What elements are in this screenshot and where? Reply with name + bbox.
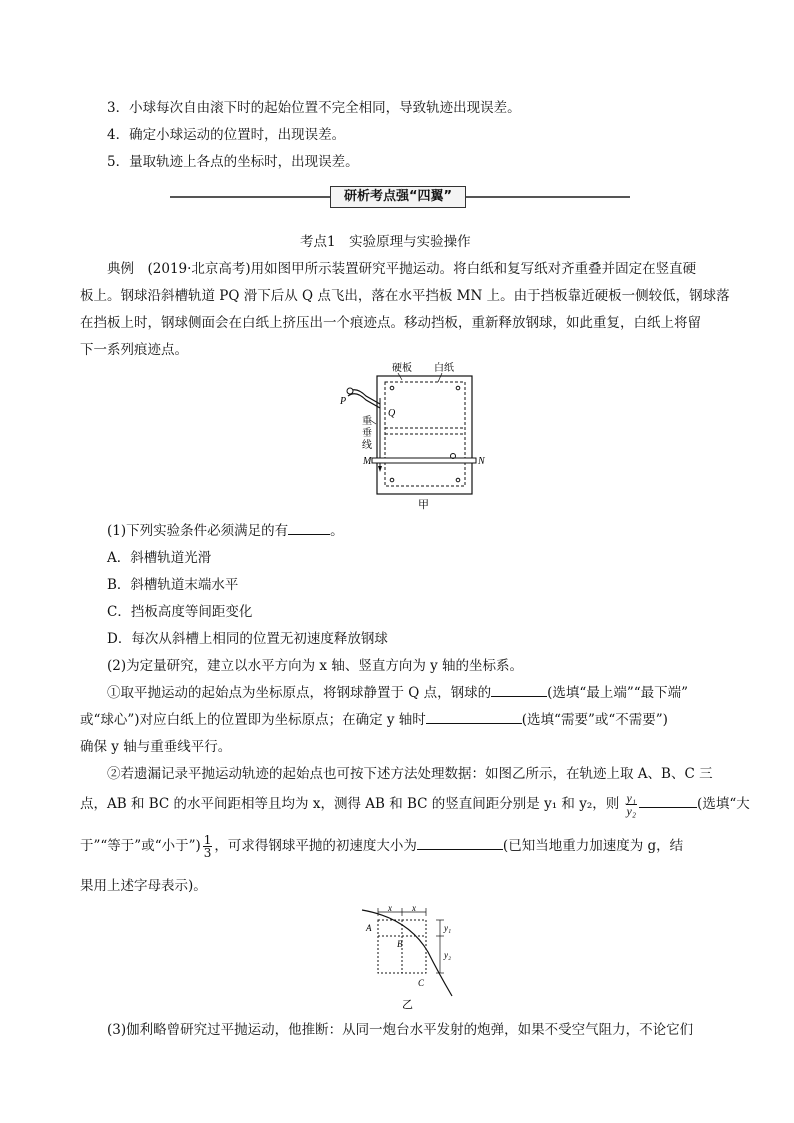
label-n: N bbox=[478, 456, 485, 467]
q1-stem-end: 。 bbox=[330, 523, 344, 539]
q2-p1-line1 bbox=[107, 681, 688, 701]
hardboard-rect bbox=[377, 376, 472, 494]
q2-p2-line2 bbox=[80, 792, 750, 817]
q2-p2-text-a: 点，AB 和 BC 的水平间距相等且均为 x，测得 AB 和 BC 的竖直间距分别是 y₁ 和 y₂，则 bbox=[80, 796, 620, 812]
label-p: P bbox=[340, 396, 347, 407]
q2-p2-line3 bbox=[80, 834, 683, 859]
intro-line-2: 板上。钢球沿斜槽轨道 PQ 滑下后从 Q 点飞出，落在水平挡板 MN 上。由于挡板靠近硬板一侧较低，钢球落 bbox=[80, 288, 730, 304]
q2-blank-3[interactable] bbox=[639, 795, 697, 808]
q1-option-b: B．斜槽轨道末端水平 bbox=[107, 577, 239, 593]
error-item-5: 5．量取轨迹上各点的坐标时，出现误差。 bbox=[107, 154, 359, 170]
section-banner bbox=[170, 186, 630, 208]
label-paper: 白纸 bbox=[434, 363, 454, 374]
q1-stem-text: (1)下列实验条件必须满足的有 bbox=[107, 523, 289, 539]
q2-p2-text-b: (选填“大 bbox=[697, 796, 750, 812]
fraction-y1-y2: $\frac{\text{y₁}}{\text{y₂}}$ bbox=[626, 791, 637, 818]
error-item-3: 3．小球每次自由滚下时的起始位置不完全相同，导致轨迹出现误差。 bbox=[107, 100, 521, 116]
q2-p2-text-e: (已知当地重力加速度为 g，结 bbox=[502, 838, 684, 854]
figure-trajectory bbox=[360, 900, 470, 1012]
label-q: Q bbox=[388, 408, 396, 419]
fig2-caption: 乙 bbox=[402, 999, 413, 1011]
label-plumb-3: 线 bbox=[362, 440, 372, 451]
fig2-x1: x bbox=[388, 903, 392, 913]
banner-rule-right bbox=[466, 196, 630, 198]
q1-option-a: A．斜槽轨道光滑 bbox=[107, 550, 212, 566]
q2-blank-1[interactable] bbox=[491, 684, 547, 697]
q1-option-c: C．挡板高度等间距变化 bbox=[107, 604, 253, 620]
figure-apparatus bbox=[330, 358, 500, 513]
fig1-caption: 甲 bbox=[418, 499, 429, 511]
q2-blank-4[interactable] bbox=[417, 837, 503, 850]
label-plumb-2: 垂 bbox=[362, 428, 372, 439]
intro-line-4: 下一系列痕迹点。 bbox=[80, 342, 188, 358]
q2-p1-text-d: (选填“需要”或“不需要”) bbox=[521, 712, 668, 728]
q2-blank-2[interactable] bbox=[426, 711, 522, 724]
banner-title: 研析考点强“四翼” bbox=[330, 186, 466, 208]
trajectory-curve bbox=[362, 910, 452, 996]
q2-p2-line4: 果用上述字母表示)。 bbox=[80, 878, 207, 894]
error-item-4: 4．确定小球运动的位置时，出现误差。 bbox=[107, 127, 346, 143]
intro-line-3: 在挡板上时，钢球侧面会在白纸上挤压出一个痕迹点。移动挡板，重新释放钢球，如此重复，白纸上将留 bbox=[80, 315, 701, 331]
q2-p1-text-a: ①取平抛运动的起始点为坐标原点，将钢球静置于 Q 点，钢球的 bbox=[107, 685, 492, 701]
label-m: M bbox=[363, 456, 372, 467]
q1-answer-blank[interactable] bbox=[288, 522, 330, 535]
section-title: 考点1 实验原理与实验操作 bbox=[300, 234, 471, 250]
fig2-y1: y₁ bbox=[444, 923, 452, 933]
q1-option-d: D．每次从斜槽上相同的位置无初速度释放钢球 bbox=[107, 631, 388, 647]
banner-rule-left bbox=[170, 196, 330, 198]
q2-p1-line2 bbox=[80, 708, 668, 728]
fig2-y2: y₂ bbox=[444, 950, 452, 960]
q2-p1-text-b: (选填“最上端”“最下端” bbox=[547, 685, 689, 701]
q2-stem: (2)为定量研究，建立以水平方向为 x 轴、竖直方向为 y 轴的坐标系。 bbox=[107, 658, 524, 674]
fig2-x2: x bbox=[412, 903, 416, 913]
intro-line-1: 典例 (2019·北京高考)用如图甲所示装置研究平抛运动。将白纸和复写纸对齐重叠并固定在竖直硬 bbox=[107, 261, 697, 277]
point-b: B bbox=[397, 939, 403, 949]
fraction-one-third: $\frac{1}{3}$ bbox=[203, 833, 212, 860]
label-hardboard: 硬板 bbox=[392, 363, 412, 374]
baffle-mn bbox=[372, 458, 476, 463]
point-a: A bbox=[366, 923, 372, 933]
point-c: C bbox=[418, 978, 425, 988]
q2-p2-text-d: ，可求得钢球平抛的初速度大小为 bbox=[214, 838, 417, 854]
q2-p1-line3: 确保 y 轴与重垂线平行。 bbox=[80, 739, 232, 755]
q2-p2-text-c: 于”“等于”或“小于”) bbox=[80, 838, 201, 854]
q1-stem bbox=[107, 519, 344, 539]
q3-line1: (3)伽利略曾研究过平抛运动，他推断：从同一炮台水平发射的炮弹，如果不受空气阻力，不论它们 bbox=[107, 1022, 694, 1038]
q2-p1-text-c: 或“球心”)对应白纸上的位置即为坐标原点；在确定 y 轴时 bbox=[80, 712, 426, 728]
q2-p2-line1: ②若遗漏记录平抛运动轨迹的起始点也可按下述方法处理数据：如图乙所示，在轨迹上取 A、B、C 三 bbox=[107, 766, 713, 782]
label-plumb-1: 重 bbox=[362, 416, 372, 427]
